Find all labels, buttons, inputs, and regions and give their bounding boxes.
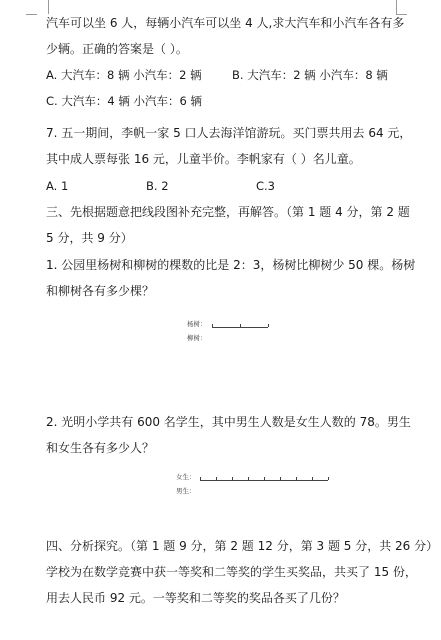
- p2-label-boys: 男生：: [176, 487, 196, 495]
- section4-heading: 四、分析探究。（第 1 题 9 分，第 2 题 12 分，第 3 题 5 分，共 26 分）: [46, 539, 439, 553]
- p2-text-line1: 2. 光明小学共有 600 名学生，其中男生人数是女生人数的 78。男生: [46, 415, 411, 429]
- q6-text-line1: 汽车可以坐 6 人，每辆小汽车可以坐 4 人,求大汽车和小汽车各有多: [46, 16, 405, 30]
- p2-tick: [280, 477, 281, 480]
- corner-mark-top-left-h: [26, 14, 37, 15]
- p2-tick: [248, 477, 249, 480]
- p2-tick: [296, 477, 297, 480]
- p2-tick: [200, 477, 201, 480]
- q7-option-c: C.3: [256, 179, 276, 193]
- section4-text-line1: 学校为在数学竞赛中获一等奖和二等奖的学生买奖品，共买了 15 份，: [46, 565, 417, 579]
- p2-tick: [216, 477, 217, 480]
- q7-option-a: A. 1: [46, 179, 69, 193]
- p1-tick: [212, 324, 213, 327]
- p2-tick: [232, 477, 233, 480]
- q6-option-b: B. 大汽车：2 辆 小汽车：8 辆: [232, 68, 388, 82]
- q7-options-row: [46, 178, 406, 194]
- section4-text-line2: 用去人民币 92 元。一等奖和二等奖的奖品各买了几份？: [46, 591, 345, 605]
- p2-segment-girls: [200, 480, 328, 481]
- q7-text-line2: 其中成人票每张 16 元，儿童半价。李帆家有（ ）名儿童。: [46, 152, 361, 166]
- q6-options-row2: [46, 93, 406, 109]
- p1-tick: [268, 324, 269, 327]
- q6-text-line2: 少辆。正确的答案是（ ）。: [46, 42, 188, 56]
- p1-label-liu: 柳树：: [187, 334, 207, 342]
- p2-tick: [312, 477, 313, 480]
- p1-text-line1: 1. 公园里杨树和柳树的棵数的比是 2：3，杨树比柳树少 50 棵。杨树: [46, 258, 416, 272]
- p1-label-yang: 杨树：: [187, 320, 207, 328]
- q6-option-a: A. 大汽车：8 辆 小汽车：2 辆: [46, 68, 202, 82]
- p2-text-line2: 和女生各有多少人？: [46, 441, 155, 455]
- corner-mark-top-right: [396, 0, 409, 14]
- p2-label-girls: 女生：: [176, 473, 196, 481]
- section3-heading-line1: 三、先根据题意把线段图补充完整，再解答。（第 1 题 4 分，第 2 题: [46, 205, 410, 219]
- p1-segment-yang: [212, 327, 268, 328]
- q6-option-c: C. 大汽车：4 辆 小汽车：6 辆: [46, 94, 202, 108]
- section3-heading-line2: 5 分，共 9 分）: [46, 231, 133, 245]
- p1-tick: [240, 324, 241, 327]
- q6-options-row1: [46, 67, 406, 83]
- p2-tick: [328, 477, 329, 480]
- corner-mark-top-left: [36, 0, 49, 14]
- p2-tick: [264, 477, 265, 480]
- p1-text-line2: 和柳树各有多少棵？: [46, 284, 155, 298]
- q7-text-line1: 7. 五一期间，李帆一家 5 口人去海洋馆游玩。买门票共用去 64 元，: [46, 126, 412, 140]
- q7-option-b: B. 2: [146, 179, 169, 193]
